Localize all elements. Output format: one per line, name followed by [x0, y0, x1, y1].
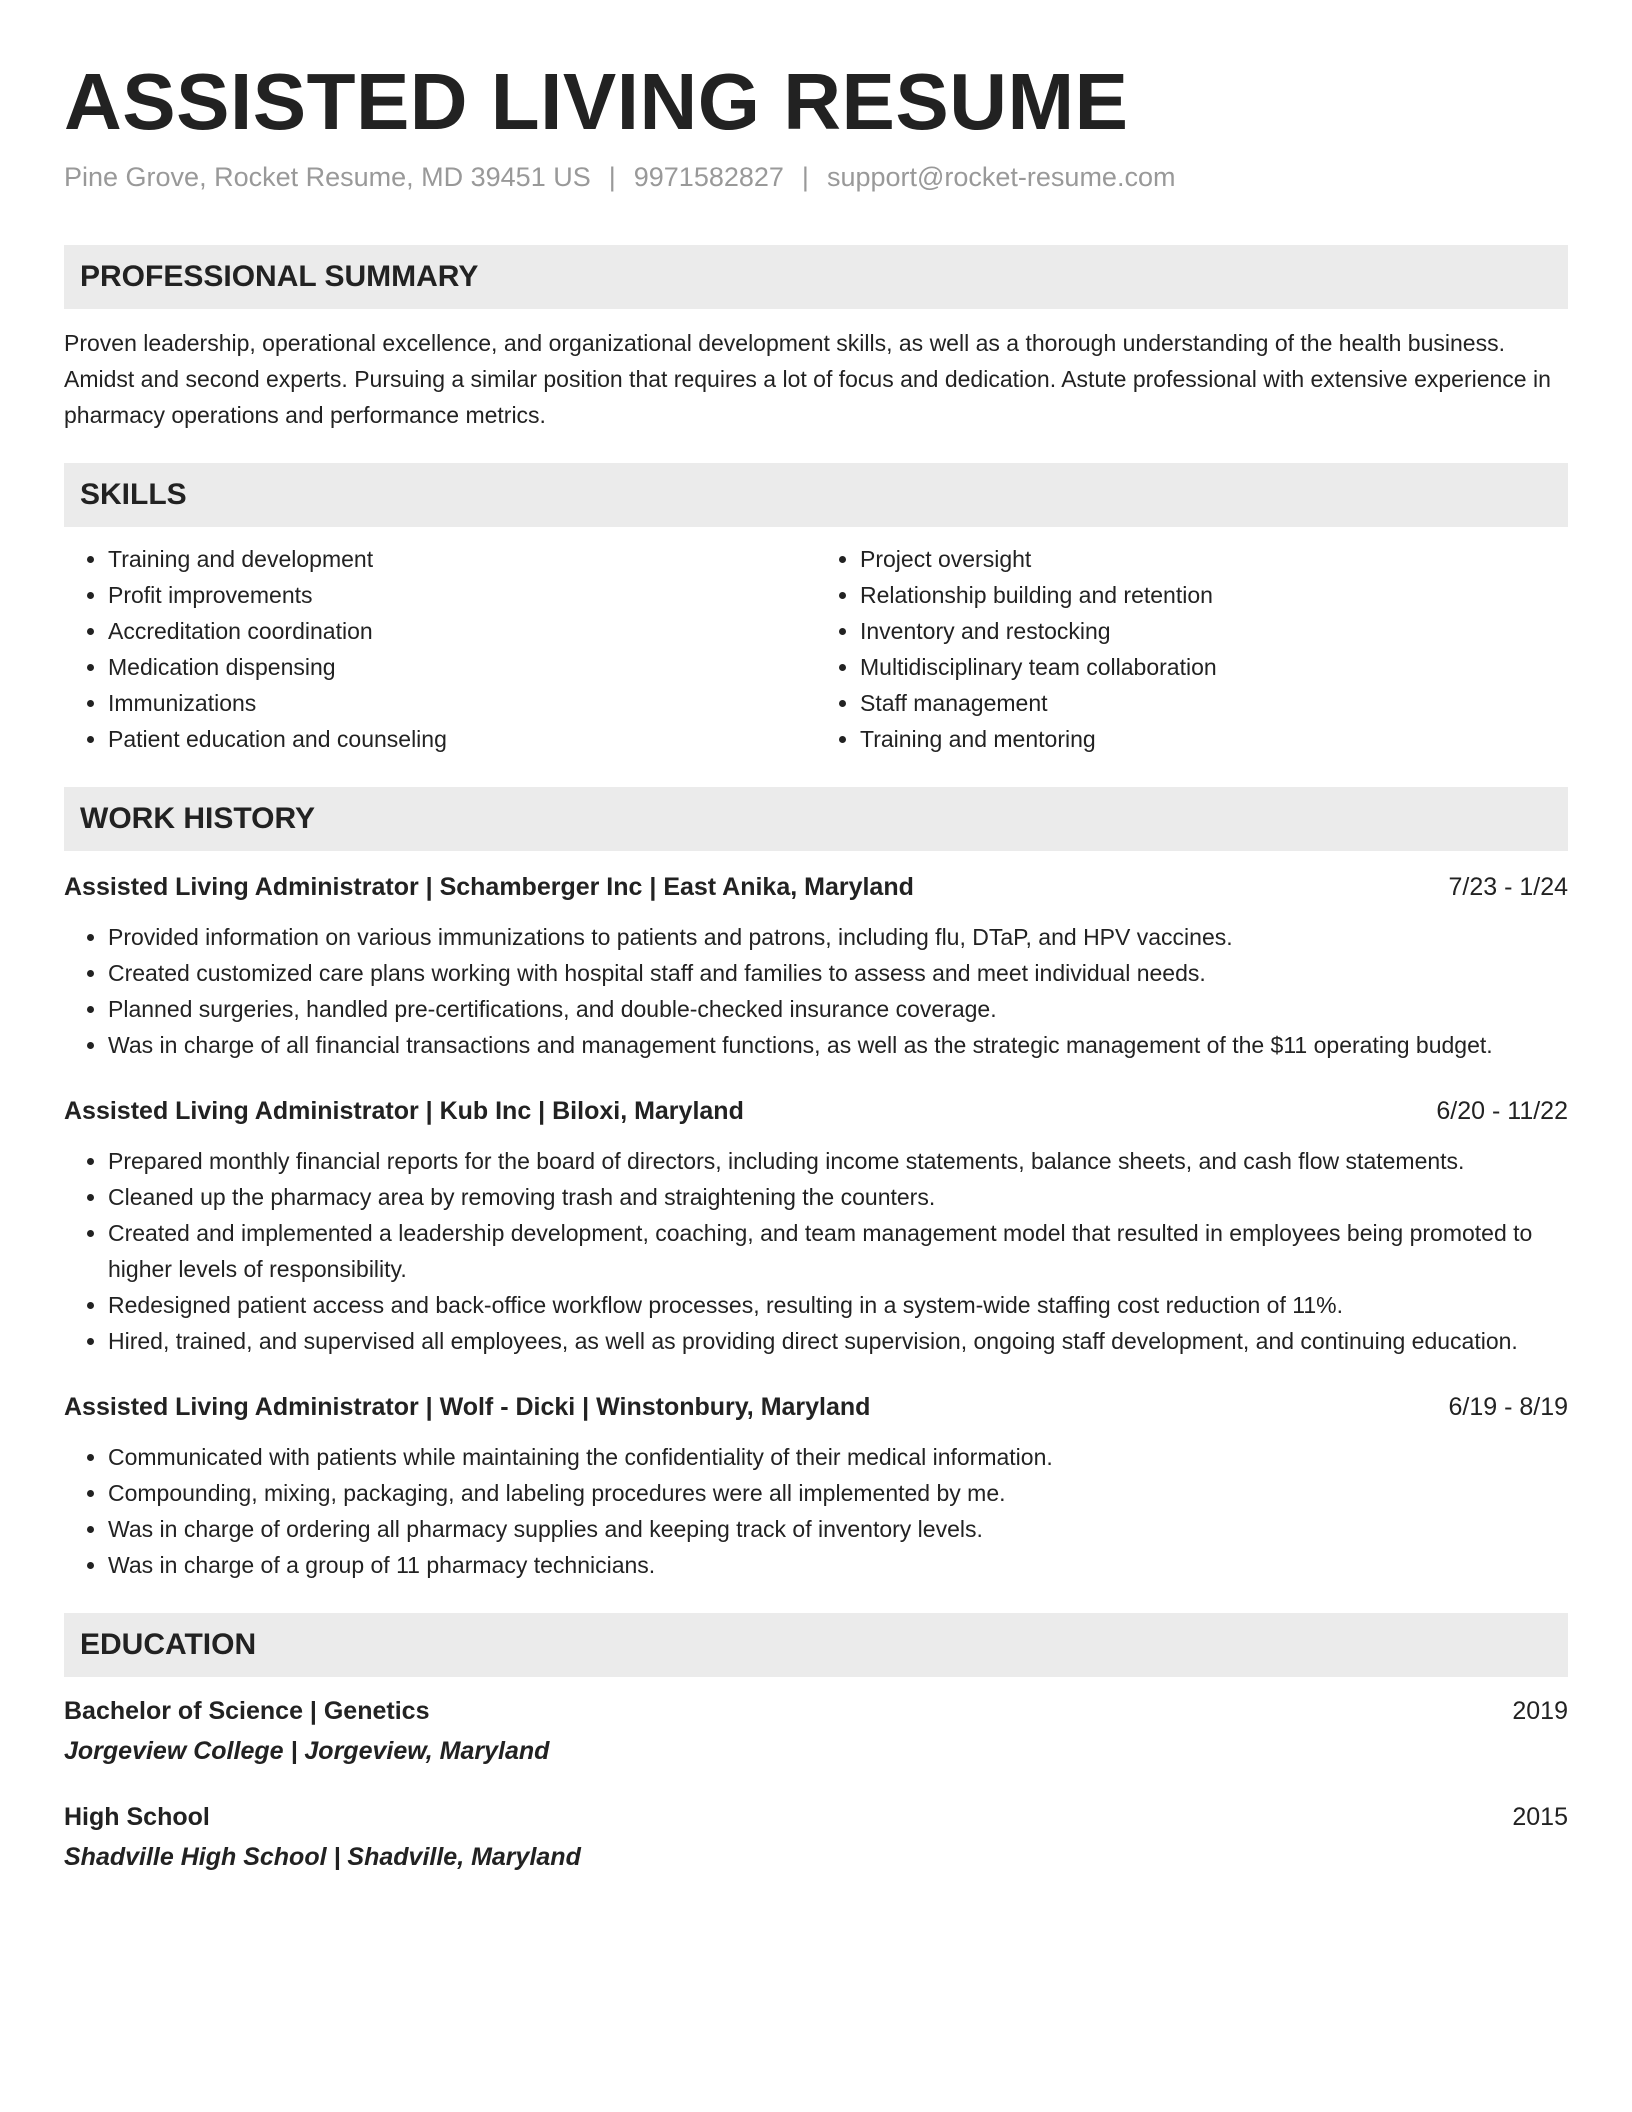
section-heading-skills: SKILLS	[64, 463, 1568, 527]
skill-item: • Patient education and counseling	[108, 721, 816, 757]
job-bullet: • Created and implemented a leadership development, coaching, and team management model that resulted in employees being promoted to higher levels of responsibility.	[108, 1215, 1568, 1287]
skills-column-right	[816, 541, 1568, 757]
section-heading-work-history: WORK HISTORY	[64, 787, 1568, 851]
contact-email: support@rocket-resume.com	[826, 162, 1176, 192]
job-bullets	[64, 919, 1568, 1063]
job-header	[64, 869, 1568, 905]
job-bullet: • Created customized care plans working with hospital staff and families to assess and meet individual needs.	[108, 955, 1568, 991]
job-dates: 6/19 - 8/19	[1448, 1393, 1568, 1421]
job-bullet: • Cleaned up the pharmacy area by removing trash and straightening the counters.	[108, 1179, 1568, 1215]
job-bullet: • Provided information on various immunizations to patients and patrons, including flu, DTaP, and HPV vaccines.	[108, 919, 1568, 955]
education-year: 2015	[1512, 1803, 1568, 1831]
education-degree: Bachelor of Science | Genetics	[64, 1697, 430, 1725]
job-bullet: • Was in charge of a group of 11 pharmacy technicians.	[108, 1547, 1568, 1583]
contact-separator: |	[801, 162, 809, 192]
job-bullets	[64, 1439, 1568, 1583]
contact-separator: |	[608, 162, 616, 192]
education-year: 2019	[1512, 1697, 1568, 1725]
skill-item: • Profit improvements	[108, 577, 816, 613]
job-bullet: • Prepared monthly financial reports for the board of directors, including income statements, balance sheets, and cash flow statements.	[108, 1143, 1568, 1179]
skill-item: • Relationship building and retention	[860, 577, 1568, 613]
job-bullet: • Was in charge of ordering all pharmacy supplies and keeping track of inventory levels.	[108, 1511, 1568, 1547]
job-dates: 6/20 - 11/22	[1436, 1097, 1568, 1125]
skill-item: • Immunizations	[108, 685, 816, 721]
job-entry	[64, 1093, 1568, 1359]
job-entry	[64, 869, 1568, 1063]
skills-column-left	[64, 541, 816, 757]
education-entry	[64, 1693, 1568, 1769]
job-bullet: • Compounding, mixing, packaging, and labeling procedures were all implemented by me.	[108, 1475, 1568, 1511]
job-title: Assisted Living Administrator | Schamberger Inc | East Anika, Maryland	[64, 873, 914, 901]
job-bullet: • Communicated with patients while maintaining the confidentiality of their medical information.	[108, 1439, 1568, 1475]
job-entry	[64, 1389, 1568, 1583]
skill-item: • Training and mentoring	[860, 721, 1568, 757]
section-heading-education: EDUCATION	[64, 1613, 1568, 1677]
skill-item: • Medication dispensing	[108, 649, 816, 685]
education-degree: High School	[64, 1803, 210, 1831]
skill-item: • Multidisciplinary team collaboration	[860, 649, 1568, 685]
education-school: Shadville High School | Shadville, Maryland	[64, 1843, 581, 1871]
skill-item: • Project oversight	[860, 541, 1568, 577]
education-header	[64, 1693, 1568, 1729]
skill-item: • Accreditation coordination	[108, 613, 816, 649]
job-bullet: • Planned surgeries, handled pre-certifications, and double-checked insurance coverage.	[108, 991, 1568, 1027]
job-dates: 7/23 - 1/24	[1448, 873, 1568, 901]
section-heading-summary: PROFESSIONAL SUMMARY	[64, 245, 1568, 309]
resume-title: ASSISTED LIVING RESUME	[64, 57, 1129, 146]
education-header	[64, 1799, 1568, 1835]
education-entry	[64, 1799, 1568, 1875]
job-bullet: • Redesigned patient access and back-office workflow processes, resulting in a system-wide staffing cost reduction of 11%.	[108, 1287, 1568, 1323]
skill-item: • Staff management	[860, 685, 1568, 721]
education-school: Jorgeview College | Jorgeview, Maryland	[64, 1737, 550, 1765]
job-bullet: • Hired, trained, and supervised all employees, as well as providing direct supervision, ongoing staff development, and continuing education.	[108, 1323, 1568, 1359]
skill-item: • Inventory and restocking	[860, 613, 1568, 649]
contact-line	[64, 162, 1568, 193]
skills-list	[64, 541, 1568, 757]
job-title: Assisted Living Administrator | Wolf - Dicki | Winstonbury, Maryland	[64, 1393, 871, 1421]
job-title: Assisted Living Administrator | Kub Inc | Biloxi, Maryland	[64, 1097, 744, 1125]
job-header	[64, 1093, 1568, 1129]
job-header	[64, 1389, 1568, 1425]
job-bullet: • Was in charge of all financial transactions and management functions, as well as the strategic management of the $11 operating budget.	[108, 1027, 1568, 1063]
job-bullets	[64, 1143, 1568, 1359]
skill-item: • Training and development	[108, 541, 816, 577]
contact-address: Pine Grove, Rocket Resume, MD 39451 US	[64, 162, 591, 192]
summary-text: Proven leadership, operational excellence, and organizational development skills, as well as a thorough understanding of the health business. Amidst and second experts. Pursuing a similar position that requires a lot of focus and dedication. Astute professional with extensive experience in pharmacy operations and performance metrics.	[64, 330, 1551, 428]
contact-phone: 9971582827	[633, 162, 784, 192]
